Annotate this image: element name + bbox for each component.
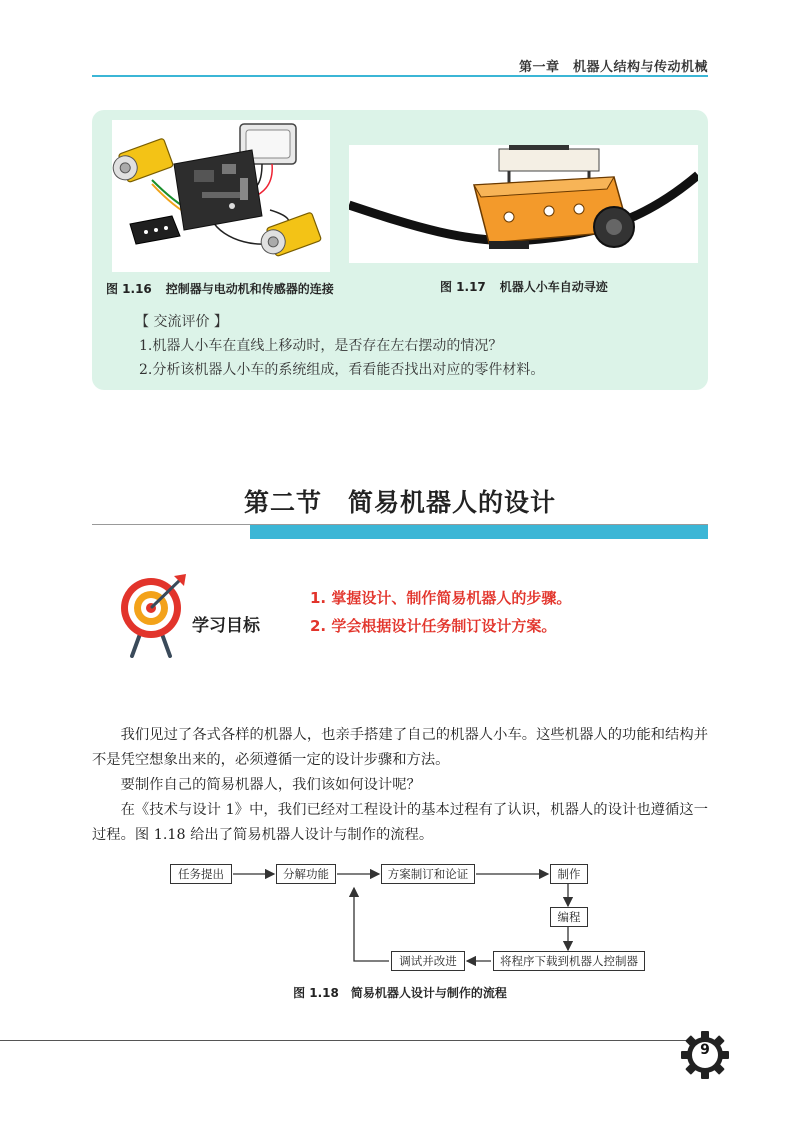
flow-step-download: 将程序下载到机器人控制器 — [493, 951, 645, 971]
objective-item-1: 1. 掌握设计、制作简易机器人的步骤。 — [310, 589, 572, 607]
target-icon — [118, 572, 190, 658]
body-paragraph-1: 我们见过了各式各样的机器人，也亲手搭建了自己的机器人小车。这些机器人的功能和结构并不是凭空想象出来的，必须遵循一定的设计步骤和方法。 — [92, 727, 708, 768]
figure-1-16-image — [112, 120, 330, 272]
running-header: 第一章 机器人结构与传动机械 — [518, 60, 708, 75]
figure-1-17-image — [349, 145, 698, 263]
body-text — [92, 723, 708, 848]
flow-step-plan: 方案制订和论证 — [381, 864, 475, 884]
objectives-label: 学习目标 — [192, 616, 260, 636]
footer-rule — [0, 1040, 690, 1041]
figure-1-16-caption — [106, 280, 334, 297]
line-following-car-illustration — [349, 145, 698, 263]
objective-item-2: 2. 学会根据设计任务制订设计方案。 — [310, 617, 557, 635]
figure-caption-text: 控制器与电动机和传感器的连接 — [165, 282, 334, 296]
header-rule — [92, 75, 708, 77]
figure-number: 图 1.16 — [106, 282, 152, 296]
figure-number: 图 1.17 — [440, 280, 486, 294]
body-paragraph-3: 在《技术与设计 1》中，我们已经对工程设计的基本过程有了认识，机器人的设计也遵循这一过程。图 1.18 给出了简易机器人设计与制作的流程。 — [92, 802, 708, 843]
discussion-question-1: 1.机器人小车在直线上移动时，是否存在左右摆动的情况？ — [139, 338, 503, 354]
section-accent-bar — [250, 525, 708, 539]
objectives-list — [310, 584, 571, 640]
discussion-section — [135, 310, 544, 382]
flow-step-debug: 调试并改进 — [391, 951, 465, 971]
flow-step-make: 制作 — [550, 864, 588, 884]
discussion-question-2: 2.分析该机器人小车的系统组成，看看能否找出对应的零件材料。 — [139, 362, 545, 378]
page-number: 9 — [700, 1042, 710, 1058]
figure-caption-text: 机器人小车自动寻迹 — [499, 280, 608, 294]
body-paragraph-2: 要制作自己的简易机器人，我们该如何设计呢？ — [120, 777, 421, 793]
flow-step-program: 编程 — [550, 907, 588, 927]
discussion-title: 【 交流评价 】 — [135, 314, 228, 330]
flow-step-decompose: 分解功能 — [276, 864, 336, 884]
section-title: 第二节 简易机器人的设计 — [243, 488, 556, 517]
flow-step-task: 任务提出 — [170, 864, 232, 884]
figure-1-17-caption — [440, 278, 608, 295]
controller-wiring-illustration — [112, 120, 330, 272]
figure-1-18-caption: 图 1.18 简易机器人设计与制作的流程 — [293, 986, 507, 1000]
